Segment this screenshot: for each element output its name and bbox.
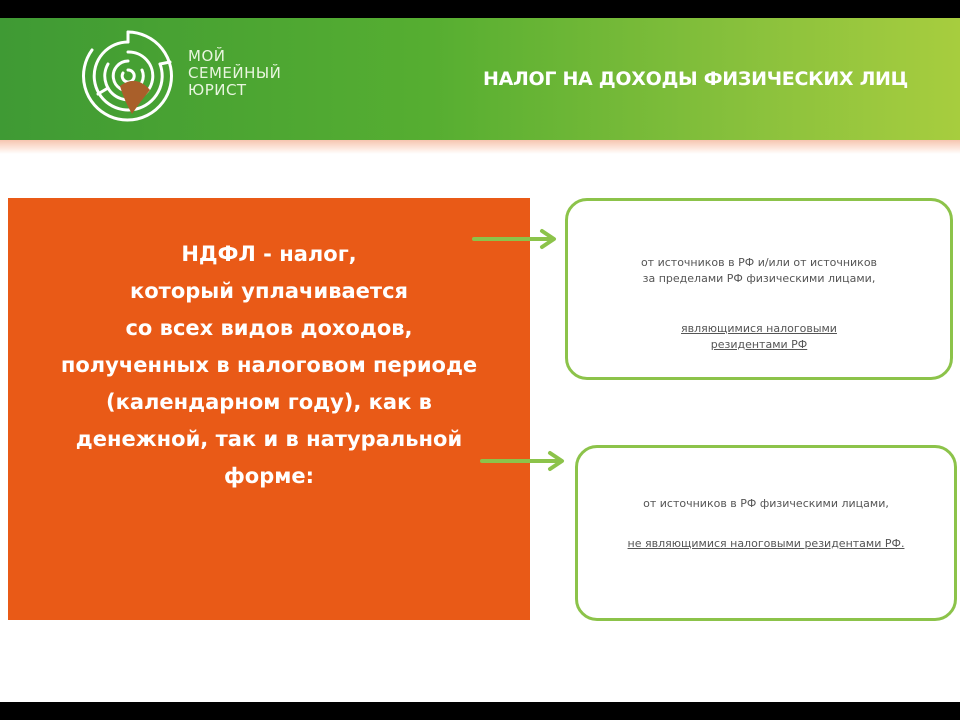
definition-line: (календарном году), как в <box>106 390 432 414</box>
arrow-right-icon <box>472 228 562 250</box>
arrow-right-icon <box>480 450 570 472</box>
definition-line: НДФЛ - налог, <box>181 242 357 266</box>
card-underlined-text <box>578 536 954 552</box>
card-text <box>568 255 950 287</box>
logo-wordmark <box>188 48 281 99</box>
card-line: являющимися налоговыми <box>681 322 837 335</box>
definition-text <box>8 236 530 495</box>
definition-box <box>8 198 530 620</box>
logo-line: СЕМЕЙНЫЙ <box>188 64 282 82</box>
header-banner <box>0 18 960 140</box>
definition-line: форме: <box>223 464 315 488</box>
card-line: от источников в РФ и/или от источников <box>640 256 878 269</box>
residents-card <box>565 198 953 380</box>
definition-line: который уплачивается <box>129 279 408 303</box>
slide <box>0 18 960 702</box>
card-text <box>578 496 954 512</box>
header-divider <box>0 140 960 154</box>
page-title: НАЛОГ НА ДОХОДЫ ФИЗИЧЕСКИХ ЛИЦ <box>482 68 908 90</box>
card-line: от источников в РФ физическими лицами, <box>643 497 889 510</box>
card-line: не являющимися налоговыми резидентами РФ. <box>627 537 905 550</box>
logo-line: МОЙ <box>188 47 226 65</box>
nonresidents-card <box>575 445 957 621</box>
definition-line: денежной, так и в натуральной <box>75 427 463 451</box>
definition-line: полученных в налоговом периоде <box>60 353 478 377</box>
logo-line: ЮРИСТ <box>188 81 247 99</box>
definition-line: со всех видов доходов, <box>125 316 413 340</box>
labyrinth-circle-icon <box>80 28 176 124</box>
card-underlined-text <box>568 321 950 353</box>
card-line: за пределами РФ физическими лицами, <box>642 272 876 285</box>
card-line: резидентами РФ <box>710 338 808 351</box>
